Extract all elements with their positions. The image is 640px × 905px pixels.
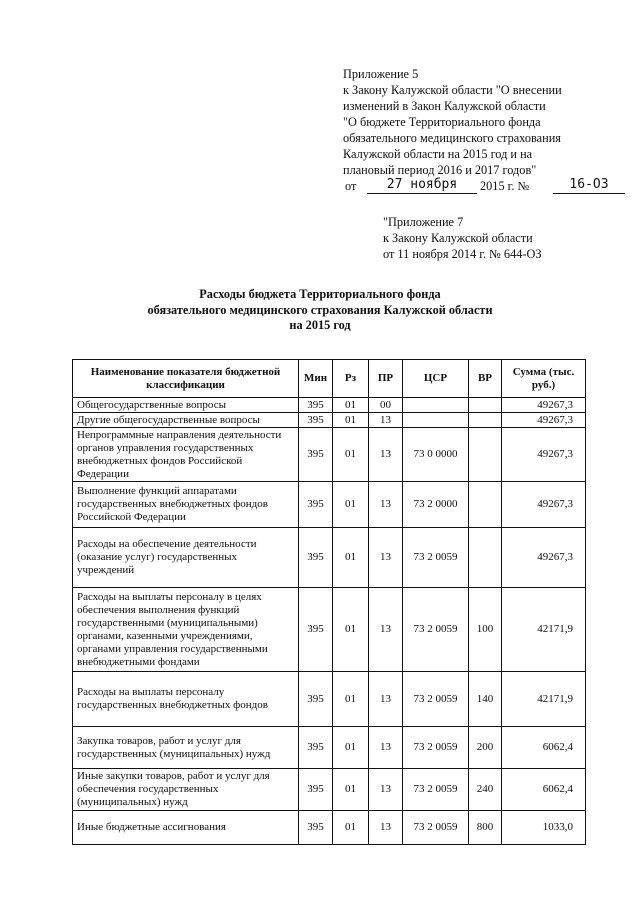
appendix-5-line: к Закону Калужской области "О внесении: [343, 83, 562, 97]
table-row: [73, 727, 586, 769]
row-min: 395: [299, 398, 333, 413]
table-row: [73, 398, 586, 413]
row-rz: 01: [333, 482, 369, 528]
row-csr: [403, 398, 469, 413]
appendix-5-line: обязательного медицинского страхования: [343, 131, 561, 145]
row-vr: 100: [469, 588, 502, 672]
row-pr: 13: [369, 482, 403, 528]
row-name: Закупка товаров, работ и услуг для государственных (муниципальных) нужд: [73, 727, 299, 769]
row-csr: 73 2 0059: [403, 672, 469, 727]
row-rz: 01: [333, 428, 369, 482]
table-row: [73, 528, 586, 588]
table-row: [73, 769, 586, 811]
row-sum: 49267,3: [502, 428, 586, 482]
row-rz: 01: [333, 413, 369, 428]
row-min: 395: [299, 811, 333, 845]
row-sum: 42171,9: [502, 588, 586, 672]
header-pr: ПР: [369, 360, 403, 398]
document-title: [100, 287, 540, 334]
row-vr: [469, 528, 502, 588]
header-rz: Рз: [333, 360, 369, 398]
appendix-5-line: Калужской области на 2015 год и на: [343, 147, 533, 161]
appendix-5-line: "О бюджете Территориального фонда: [343, 115, 541, 129]
row-vr: 200: [469, 727, 502, 769]
date-prefix: от: [345, 179, 357, 193]
row-csr: 73 2 0059: [403, 769, 469, 811]
row-min: 395: [299, 769, 333, 811]
header-csr: ЦСР: [403, 360, 469, 398]
header-name: Наименование показателя бюджетной классификации: [73, 360, 299, 398]
row-csr: 73 2 0059: [403, 811, 469, 845]
appendix-7-line: от 11 ноября 2014 г. № 644-ОЗ: [383, 247, 542, 261]
row-pr: 13: [369, 769, 403, 811]
budget-table: [72, 359, 586, 845]
row-csr: 73 2 0059: [403, 727, 469, 769]
row-csr: 73 0 0000: [403, 428, 469, 482]
row-pr: 13: [369, 727, 403, 769]
row-sum: 6062,4: [502, 769, 586, 811]
row-pr: 13: [369, 413, 403, 428]
row-min: 395: [299, 413, 333, 428]
row-vr: [469, 428, 502, 482]
header-vr: ВР: [469, 360, 502, 398]
row-pr: 13: [369, 811, 403, 845]
row-pr: 13: [369, 428, 403, 482]
row-sum: 49267,3: [502, 482, 586, 528]
row-min: 395: [299, 672, 333, 727]
title-line: Расходы бюджета Территориального фонда: [199, 287, 441, 301]
row-name: Расходы на выплаты персоналу в целях обеспечения выполнения функций государственными (муниципальными) органами, казенными учреждениями, органами управления государственными внебюджетными фондами: [73, 588, 299, 672]
title-line: на 2015 год: [289, 318, 351, 332]
row-name: Общегосударственные вопросы: [73, 398, 299, 413]
row-name: Расходы на выплаты персоналу государственных внебюджетных фондов: [73, 672, 299, 727]
row-vr: 800: [469, 811, 502, 845]
appendix-7-line: "Приложение 7: [383, 215, 464, 229]
law-date-day: 27 ноября: [367, 176, 477, 194]
row-vr: [469, 413, 502, 428]
table-row: [73, 413, 586, 428]
row-rz: 01: [333, 398, 369, 413]
row-sum: 49267,3: [502, 398, 586, 413]
row-pr: 13: [369, 672, 403, 727]
row-min: 395: [299, 482, 333, 528]
row-csr: 73 2 0000: [403, 482, 469, 528]
appendix-5-line: изменений в Закон Калужской области: [343, 99, 546, 113]
row-csr: 73 2 0059: [403, 528, 469, 588]
row-sum: 49267,3: [502, 528, 586, 588]
table-row: [73, 428, 586, 482]
row-rz: 01: [333, 528, 369, 588]
row-pr: 00: [369, 398, 403, 413]
row-csr: [403, 413, 469, 428]
row-rz: 01: [333, 811, 369, 845]
row-vr: [469, 482, 502, 528]
law-number: 16-ОЗ: [553, 176, 625, 194]
row-name: Выполнение функций аппаратами государственных внебюджетных фондов Российской Федерации: [73, 482, 299, 528]
header-sum: Сумма (тыс. руб.): [502, 360, 586, 398]
row-pr: 13: [369, 528, 403, 588]
table-row: [73, 482, 586, 528]
row-min: 395: [299, 588, 333, 672]
law-date-line: [343, 178, 613, 195]
row-sum: 6062,4: [502, 727, 586, 769]
row-sum: 42171,9: [502, 672, 586, 727]
title-line: обязательного медицинского страхования Калужской области: [147, 302, 493, 317]
row-min: 395: [299, 428, 333, 482]
row-sum: 1033,0: [502, 811, 586, 845]
appendix-7-line: к Закону Калужской области: [383, 231, 533, 245]
row-rz: 01: [333, 588, 369, 672]
row-min: 395: [299, 727, 333, 769]
row-name: Иные бюджетные ассигнования: [73, 811, 299, 845]
row-rz: 01: [333, 769, 369, 811]
row-sum: 49267,3: [502, 413, 586, 428]
row-pr: 13: [369, 588, 403, 672]
table-row: [73, 588, 586, 672]
row-vr: 140: [469, 672, 502, 727]
appendix-5-line: Приложение 5: [343, 67, 419, 81]
row-name: Расходы на обеспечение деятельности (оказание услуг) государственных учреждений: [73, 528, 299, 588]
row-name: Другие общегосударственные вопросы: [73, 413, 299, 428]
row-rz: 01: [333, 727, 369, 769]
row-vr: 240: [469, 769, 502, 811]
header-min: Мин: [299, 360, 333, 398]
row-rz: 01: [333, 672, 369, 727]
appendix-5-header: [343, 66, 613, 195]
appendix-7-header: [383, 214, 603, 262]
table-row: [73, 811, 586, 845]
appendix-5-line: плановый период 2016 и 2017 годов": [343, 163, 537, 177]
row-csr: 73 2 0059: [403, 588, 469, 672]
row-name: Иные закупки товаров, работ и услуг для обеспечения государственных (муниципальных) нужд: [73, 769, 299, 811]
row-name: Непрограммные направления деятельности органов управления государственных внебюджетных фондов Российской Федерации: [73, 428, 299, 482]
table-header-row: [73, 360, 586, 398]
row-min: 395: [299, 528, 333, 588]
table-row: [73, 672, 586, 727]
law-date-year: 2015 г. №: [480, 179, 530, 193]
row-vr: [469, 398, 502, 413]
